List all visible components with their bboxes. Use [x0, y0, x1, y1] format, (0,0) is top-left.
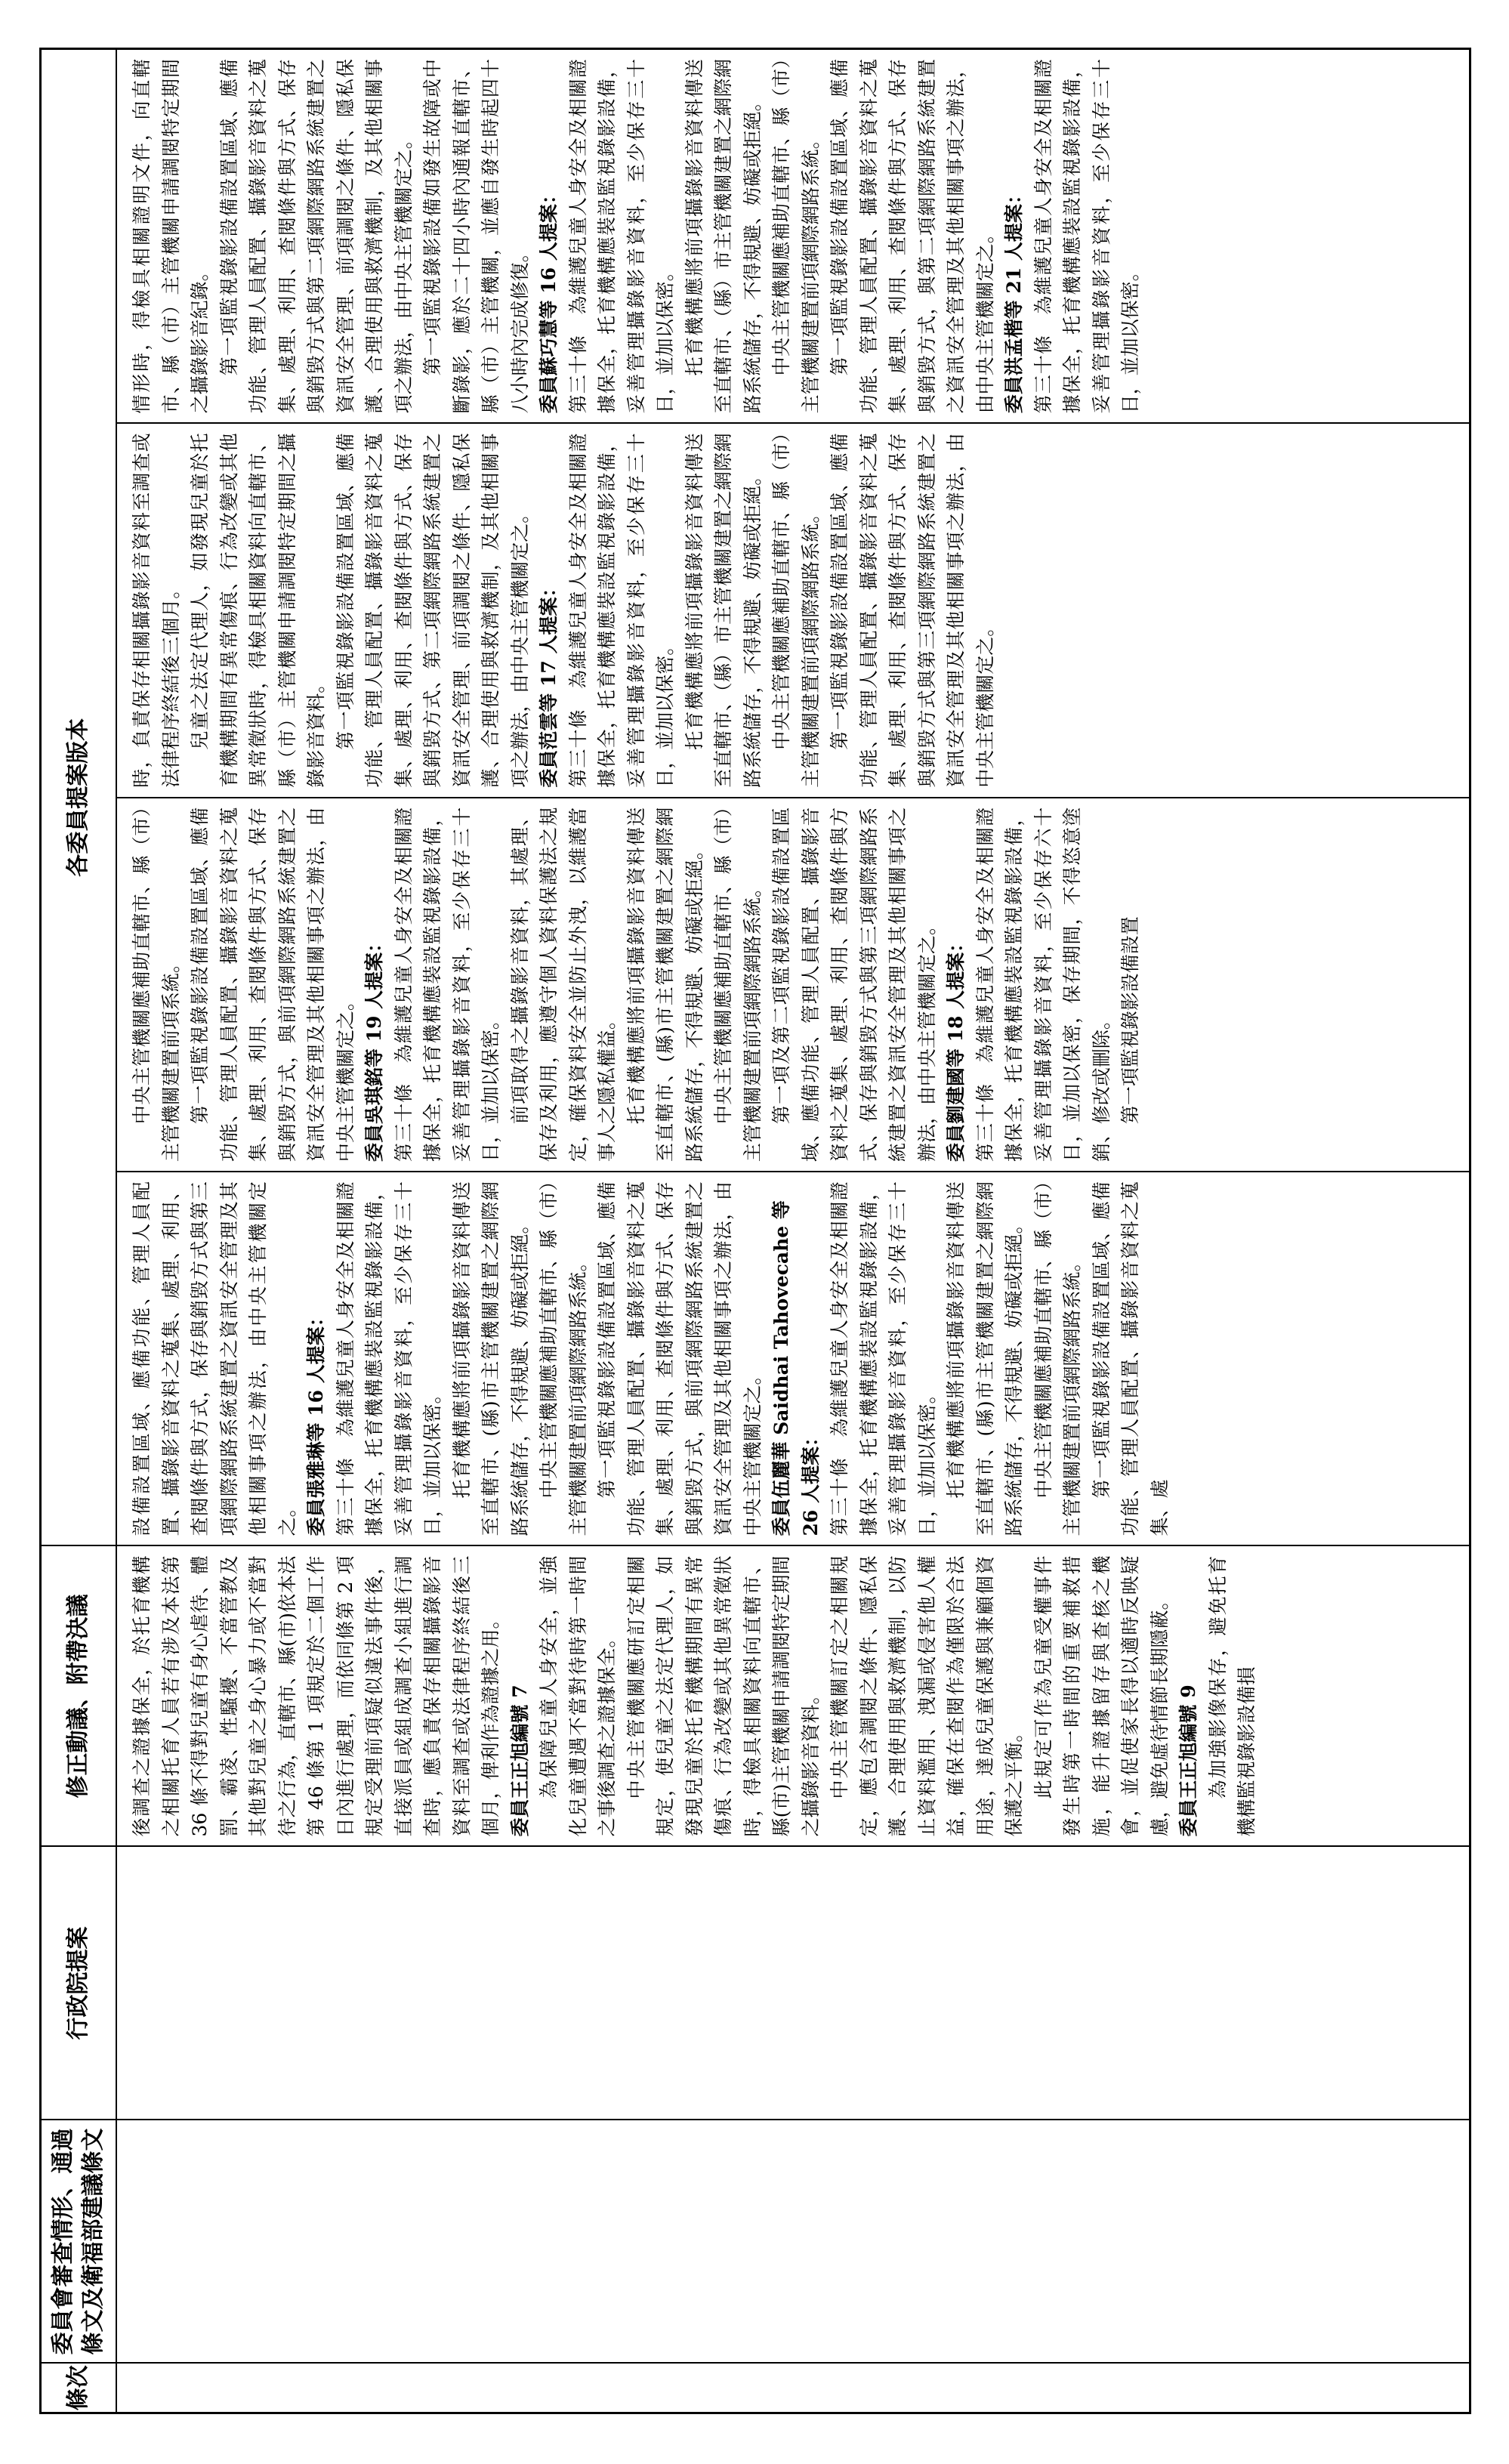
version-paragraph: 第三十條 為維護兒童人身安全及相關證據保全，托育機構應裝設監視錄影設備，妥善管理攝錄影音資料，至少保存三十日，並加以保密。: [1032, 59, 1141, 414]
cell-executive-proposal: [116, 1847, 1470, 2120]
version-paragraph: 第一項及第二項監視錄影設備設置區域、應備功能、管理人員配置、攝錄影音資料之蒐集、處理、利用、查閱條件與方式、保存與銷毀方式與第三項網際網路系統建置之資訊安全管理及其他相關事項之辦法，由中央主管機關定之。: [770, 807, 938, 1163]
version-paragraph: 托育機構應將前項攝錄影音資料傳送至直轄市、(縣)市主管機關建置之網際網路系統儲存，不得規避、妨礙或拒絕。: [945, 1181, 1025, 1536]
cell-legislator-versions: [116, 49, 1470, 1546]
header-committee-review: 委員會審查情形、通過條文及衛福部建議條文: [41, 2120, 117, 2364]
header-amendment-motions: 修正動議、附帶決議: [41, 1546, 117, 1847]
version-paragraph: 托育機構應將前項攝錄影音資料傳送至直轄市、（縣）市主管機關建置之網際網路系統儲存，不得規避、妨礙或拒絕。: [683, 433, 764, 788]
version-paragraph: 第一項監視錄影設備設置: [1119, 916, 1141, 1125]
version-paragraph: 第一項監視錄影設備設置區域、應備功能、管理人員配置、攝錄影音資料之蒐集、處理、利用、查閱條件與方式、保存與銷毀方式，與前項網際網路系統建置之資訊安全管理及其他相關事項之辦法，由中央主管機關定之。: [189, 807, 356, 1163]
version-paragraph: 第一項監視錄影設備設置區域、應備功能、管理人員配置、攝錄影音資料之蒐集、處理、利用、查閱條件與方式、保存與銷毀方式，與前項網際網路系統建置之資訊安全管理及其他相關事項之辦法，由中央主管機關定之。: [596, 1181, 764, 1536]
versions-left-half: [117, 797, 1469, 1545]
versions-halves: [117, 50, 1469, 1545]
versions-right-half: [117, 50, 1469, 797]
version-proposer: 委員范雲等 17 人提案：: [538, 578, 560, 788]
version-proposer: 委員張雅琳等 16 人提案：: [305, 1308, 327, 1536]
version-paragraph: 第一項監視錄影設備設置區域、應備功能、管理人員配置、攝錄影音資料之蒐集、處理、利用、查閱條件與方式、保存與銷毀方式，與第二項網際網路系統建置之資訊安全管理及其他相關事項之辦法，由中央主管機關定之。: [829, 59, 996, 414]
version-paragraph: 第三十條 為維護兒童人身安全及相關證據保全，托育機構應裝設監視錄影設備，妥善管理攝錄影音資料，至少保存三十日，並加以保密。: [392, 807, 501, 1163]
version-paragraph: 時，負責保存相關攝錄影音資料至調查或法律程序終結後三個月。: [131, 433, 182, 788]
version-paragraph: 設備設置區域、應備功能、管理人員配置、攝錄影音資料之蒐集、處理、利用、查閱條件與方式，保存與銷毀方式與第三項網際網路系統建置之資訊安全管理及其他相關事項之辦法，由中央主管機關定之。: [131, 1181, 298, 1536]
version-paragraph: 第三十條 為維護兒童人身安全及相關證據保全，托育機構應裝設監視錄影設備，妥善管理攝錄影音資料，至少保存三十日，並加以保密。: [566, 433, 676, 788]
motion-paragraph: 此規定可作為兒童受權事件發生時第一時間的重要補救措施，能升證據留存與查核之機會，並促使家長得以適時反映疑慮，避免虛待情節長期隱蔽。: [1032, 1555, 1171, 1837]
version-column-c: [117, 422, 1469, 796]
comparison-table: [39, 48, 1471, 2414]
cell-amendment-motions: [116, 1546, 1470, 1847]
cell-article-no: [116, 2364, 1470, 2413]
version-paragraph: 第一項監視錄影設備如發生故障或中斷錄影，應於二十四小時內通報直轄市、縣（市）主管機關，並應自發生時起四十八小時內完成修復。: [421, 59, 531, 414]
cell-committee-review: [116, 2120, 1470, 2364]
version-column-d: [117, 50, 1469, 422]
motion-paragraph: 中央主管機關訂定之相關規定，應包含調閱之條件、隱私保護、合理使用與救濟機制，以防止資料濫用、洩漏或侵害他人權益，確保在查閱作為僅限於合法用途，達成兒童保護與兼顧個資保護之平衡。: [829, 1555, 1025, 1837]
motion-proposer: 委員王正旭編號 9: [1177, 1684, 1199, 1837]
version-paragraph: 兒童之法定代理人，如發現兒童於托育機構期間有異常傷痕、行為改變或其他異常徵狀時，得檢具相關資料向直轄市、縣（市）主管機關申請調閱特定期間之攝錄影音資料。: [189, 433, 327, 788]
version-column-a: [117, 1171, 1469, 1545]
motions-column: [117, 1547, 1262, 1846]
version-paragraph: 中央主管機關應補助直轄市、縣（市）主管機關建置前項網際網路系統。: [538, 1181, 589, 1536]
version-paragraph: 托育機構應將前項攝錄影音資料傳送至直轄市、（縣）市主管機關建置之網際網路系統儲存，不得規避、妨礙或拒絕。: [683, 59, 764, 414]
motion-paragraph: 後調查之證據保全，於托育機構之相關托育人員若有涉及本法第 36 條不得對兒童有身心虐待、體罰、霸凌、性騷擾、不當管教及其他對兒童之身心暴力或不當對待之行為，直轄市、縣(市)依本法第 46 條第 1 項規定於二個工作日內進行處理，而依同條第 2 項規定受理前項疑似違法事件後，直接派員或組成調查小組進行調查時，應負責保存相關攝錄影音資料至調查或法律程序終結後三個月，俾利作為證據之用。: [131, 1555, 501, 1837]
version-proposer: 委員蘇巧慧等 16 人提案：: [538, 185, 560, 414]
version-proposer: 委員劉建國等 18 人提案：: [945, 933, 967, 1163]
version-paragraph: 托育機構應將前項攝錄影音資料傳送至直轄市、(縣)市主管機關建置之網際網路系統儲存，不得規避、妨礙或拒絕。: [625, 807, 705, 1163]
content-row: [116, 49, 1470, 2413]
version-paragraph: 第三十條 為維護兒童人身安全及相關證據保全，托育機構應裝設監視錄影設備，妥善管理攝錄影音資料，至少保存三十日，並加以保密。: [566, 59, 676, 414]
header-article-no: 條次: [41, 2364, 117, 2413]
motion-paragraph: 中央主管機關應研訂定相關規定，使兒童之法定代理人，如發現兒童於托育機構期間有異常傷痕、行為改變或其他異常徵狀時，得檢具相關資料向直轄市、縣(市)主管機關申請調閱特定期間之攝錄影音資料。: [625, 1555, 822, 1837]
header-executive-proposal: 行政院提案: [41, 1847, 117, 2120]
version-paragraph: 第一項監視錄影設備設置區域、應備功能、管理人員配置、攝錄影音資料之蒐集、處理、利用、查閱條件與方式、保存與銷毀方式與第二項網際網路系統建置之資訊安全管理、前項調閱之條件、隱私保護、合理使用與救濟機制，及其他相關事項之辦法，由中央主管機關定之。: [218, 59, 415, 414]
motion-proposer: 委員王正旭編號 7: [508, 1684, 531, 1837]
version-paragraph: 中央主管機關應補助直轄市、縣（市）主管機關建置前項網際網路系統。: [770, 433, 822, 788]
version-proposer: 委員伍麗華 Saidhai Tahovecahe 等 26 人提案：: [770, 1200, 822, 1536]
version-paragraph: 中央主管機關應補助直轄市、縣（市）主管機關建置前項網際網路系統。: [770, 59, 822, 414]
header-legislator-versions: 各委員提案版本: [41, 49, 117, 1546]
version-paragraph: 前項取得之攝錄影音資料，其處理、保存及利用，應遵守個人資料保護法之規定，確保資料安全並防止外洩，以維護當事人之隱私權益。: [508, 807, 618, 1163]
version-paragraph: 中央主管機關應補助直轄市、縣（市）主管機關建置前項系統。: [131, 807, 182, 1163]
version-paragraph: 第一項監視錄影設備設置區域、應備功能、管理人員配置、攝錄影音資料之蒐集、處理、利用、查閱條件與方式、保存與銷毀方式、第二項網際網路系統建置之資訊安全管理、前項調閱之條件、隱私保護、合理使用與救濟機制，及其他相關事項之辦法，由中央主管機關定之。: [334, 433, 531, 788]
motion-paragraph: 為加強影像保存，避免托育機構監視錄影設備損: [1206, 1555, 1258, 1837]
motion-paragraph: 為保障兒童人身安全，並強化兒童遭遇不當對待時第一時間之事後調查之證據保全。: [538, 1555, 618, 1837]
version-proposer: 委員吳琪銘等 19 人提案：: [363, 933, 385, 1163]
version-column-b: [117, 798, 1469, 1171]
version-paragraph: 第三十條 為維護兒童人身安全及相關證據保全，托育機構應裝設監視錄影設備，妥善管理攝錄影音資料，至少保存三十日，並加以保密。: [334, 1181, 443, 1536]
version-paragraph: 中央主管機關應補助直轄市、縣（市）主管機關建置前項網際網路系統。: [712, 807, 764, 1163]
version-paragraph: 托育機構應將前項攝錄影音資料傳送至直轄市、(縣)市主管機關建置之網際網路系統儲存，不得規避、妨礙或拒絕。: [450, 1181, 531, 1536]
header-row: [41, 49, 117, 2413]
version-paragraph: 中央主管機關應補助直轄市、縣（市）主管機關建置前項網際網路系統。: [1032, 1181, 1083, 1536]
version-paragraph: 第一項監視錄影設備設置區域、應備功能、管理人員配置、攝錄影音資料之蒐集、處: [1090, 1181, 1171, 1536]
version-paragraph: 第三十條 為維護兒童人身安全及相關證據保全，托育機構應裝設監視錄影設備，妥善管理攝錄影音資料，至少保存六十日，並加以保密，保存期間，不得恣意塗銷、修改或刪除。: [974, 807, 1112, 1163]
version-paragraph: 情形時，得檢具相關證明文件，向直轄市、縣（市）主管機關申請調閱特定期間之攝錄影音紀錄。: [131, 59, 211, 414]
version-proposer: 委員洪孟楷等 21 人提案：: [1003, 185, 1025, 414]
version-paragraph: 第一項監視錄影設備設置區域、應備功能、管理人員配置、攝錄影音資料之蒐集、處理、利用、查閱條件與方式、保存與銷毀方式與第三項網際網路系統建置之資訊安全管理及其他相關事項之辦法，由中央主管機關定之。: [829, 433, 996, 788]
version-paragraph: 第三十條 為維護兒童人身安全及相關證據保全，托育機構應裝設監視錄影設備，妥善管理攝錄影音資料，至少保存三十日，並加以保密。: [829, 1181, 938, 1536]
